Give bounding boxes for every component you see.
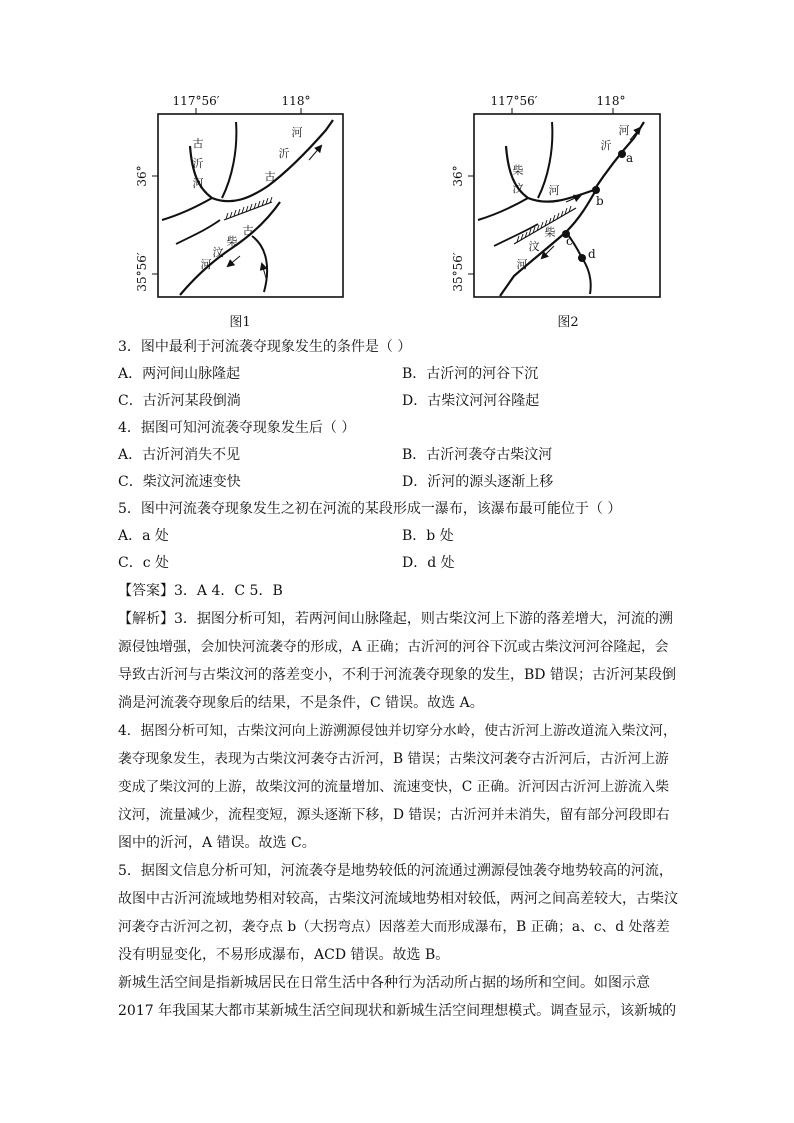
figure-1-lon-right: 118°: [281, 94, 311, 108]
figure-2-west-branch: [478, 198, 528, 220]
figure-2-lat-top: 36°: [451, 165, 465, 187]
question-4-option-d[interactable]: D．沂河的源头逐渐上移: [402, 474, 554, 490]
figure-2-lat-bottom: 35°56′: [451, 252, 465, 292]
figure-1-caption: 图1: [229, 315, 251, 330]
figure-2-label-wen1: 汶: [512, 182, 524, 195]
question-4-option-a[interactable]: A．古沂河消失不见: [118, 447, 241, 463]
analysis-p1-line: 导致古沂河与古柴汶河的落差变小，不利于河流袭夺现象的发生，BD 错误；古沂河某段倒: [118, 667, 676, 683]
figure-1-label-gu3: 古: [242, 224, 254, 237]
figure-1-flow-arrow-south: [262, 264, 266, 278]
analysis-p3-line: 河袭夺古沂河之初，袭夺点 b（大拐弯点）因落差大而形成瀑布，B 正确；a、c、d 处落差: [118, 919, 670, 935]
analysis-p2-line: 4．据图分析可知，古柴汶河向上游溯源侵蚀并切穿分水岭，使古沂河上游改道流入柴汶河，: [118, 723, 677, 739]
figure-2-lon-right: 118°: [596, 94, 626, 108]
figure-1-label-wen: 汶: [212, 246, 224, 259]
question-3-option-c[interactable]: C．古沂河某段倒淌: [118, 393, 241, 409]
figures: [0, 0, 794, 340]
question-4-option-c[interactable]: C．柴汶河流速变快: [118, 474, 241, 490]
figure-1-label-he2: 河: [291, 126, 303, 139]
figure-1-chaiwen-tributary: [176, 220, 220, 244]
figure-2-point-b: [592, 186, 600, 194]
next-section-line: 2017 年我国某大都市某新城生活空间现状和新城生活空间理想模式。调查显示，该新城的: [118, 1003, 677, 1019]
analysis-p1-line: 【解析】3．据图分析可知，若两河间山脉隆起，则古柴汶河上下游的落差增大，河流的溯: [118, 611, 673, 627]
question-5-option-a[interactable]: A．a 处: [118, 528, 169, 544]
analysis-p1-line: 淌是河流袭夺现象后的结果，不是条件，C 错误。故选 A。: [118, 695, 484, 711]
analysis-paragraph-2: [118, 717, 678, 857]
figure-1-south-tributary: [252, 236, 267, 292]
figure-1-label-he1: 河: [192, 177, 204, 190]
question-3-stem: 3．图中最利于河流袭夺现象发生的条件是（ ）: [118, 339, 412, 355]
question-5-option-d[interactable]: D．d 处: [402, 555, 455, 571]
figure-1-label-gu2: 古: [264, 170, 276, 183]
figure-2-point-d: [578, 254, 586, 262]
figure-2-label-chai2: 柴: [544, 226, 556, 239]
question-5-option-b[interactable]: B．b 处: [402, 528, 454, 544]
analysis-p2-line: 图中的沂河，A 错误。故选 C。: [118, 835, 316, 851]
figure-2-label-a: a: [626, 151, 634, 165]
question-5-stem: 5．图中河流袭夺现象发生之初在河流的某段形成一瀑布，该瀑布最可能位于（ ）: [118, 501, 622, 517]
question-4-option-b[interactable]: B．古沂河袭夺古柴汶河: [402, 447, 553, 463]
figure-2: [451, 94, 660, 330]
map-figures: [0, 0, 794, 340]
analysis-paragraph-1: [118, 605, 678, 717]
figure-1-flow-arrow-chaiwen: [228, 256, 240, 266]
figure-1-west-branch: [162, 198, 212, 220]
figure-1-label-xin2: 沂: [278, 147, 290, 160]
analysis-p3-line: 没有明显变化，不易形成瀑布，ACD 错误。故选 B。: [118, 947, 450, 963]
question-4-stem: 4．据图可知河流袭夺现象发生后（ ）: [118, 420, 356, 436]
figure-1-ridge: [224, 202, 272, 220]
figure-1-tributary: [222, 122, 236, 198]
figure-1-label-gu1: 古: [192, 137, 204, 150]
analysis-p3-line: 5．据图文信息分析可知，河流袭夺是地势较低的河流通过溯源侵蚀袭夺地势较高的河流，: [118, 863, 673, 879]
analysis-p1-line: 源侵蚀增强，会加快河流袭夺的形成，A 正确；古沂河的河谷下沉或古柴汶河河谷隆起，会: [118, 639, 669, 655]
figure-1-label-xin1: 沂: [192, 157, 204, 170]
question-3-option-b[interactable]: B．古沂河的河谷下沉: [402, 366, 539, 382]
figure-2-label-xin1: 沂: [600, 139, 612, 152]
figure-1-lon-left: 117°56′: [172, 94, 220, 108]
figure-2-label-he2: 河: [548, 184, 560, 197]
answer-line: 【答案】3．A 4．C 5．B: [118, 583, 283, 599]
figure-2-caption: 图2: [557, 315, 579, 330]
next-section-line: 新城生活空间是指新城居民在日常生活中各种行为活动所占据的场所和空间。如图示意: [118, 975, 650, 991]
analysis-p2-line: 汶河，流量减少，流程变短，源头逐渐下移，D 错误；古沂河并未消失，留有部分河段即右: [118, 807, 670, 823]
figure-1-lat-bottom: 35°56′: [135, 252, 149, 292]
figure-2-label-chai1: 柴: [512, 164, 524, 177]
analysis-p3-line: 故图中古沂河流域地势相对较高，古柴汶河流域地势相对较低，两河之间高差较大，古柴汶: [118, 891, 678, 907]
figure-2-label-c: c: [566, 234, 573, 248]
figure-1-gu-chaiwen-river: [180, 202, 280, 295]
next-section-intro: [118, 969, 678, 1025]
figure-1-label-chai: 柴: [226, 235, 238, 248]
analysis-paragraph-3: [118, 857, 678, 969]
question-3-option-d[interactable]: D．古柴汶河河谷隆起: [402, 393, 540, 409]
figure-2-label-he1: 河: [618, 124, 630, 137]
analysis-p2-line: 变成了柴汶河的上游，故柴汶河的流量增加、流速变快，C 正确。沂河因古沂河上游流入柴: [118, 779, 670, 795]
figure-1: [135, 94, 343, 330]
figure-2-lon-left: 117°56′: [490, 94, 538, 108]
figure-2-point-a: [618, 150, 626, 158]
figure-2-label-b: b: [596, 194, 604, 208]
question-5-option-c[interactable]: C．c 处: [118, 555, 170, 571]
figure-2-label-d: d: [588, 247, 596, 261]
figure-2-label-he3: 河: [516, 258, 528, 271]
figure-1-label-he3: 河: [200, 258, 212, 271]
figure-1-gu-yi-river: [190, 120, 333, 201]
figure-1-lat-top: 36°: [135, 165, 149, 187]
analysis-p2-line: 袭夺现象发生，表现为古柴汶河袭夺古沂河，B 错误；古柴汶河袭夺古沂河后，古沂河上游: [118, 751, 669, 767]
figure-2-label-wen2: 汶: [528, 240, 540, 253]
question-3-option-a[interactable]: A．两河间山脉隆起: [118, 366, 241, 382]
